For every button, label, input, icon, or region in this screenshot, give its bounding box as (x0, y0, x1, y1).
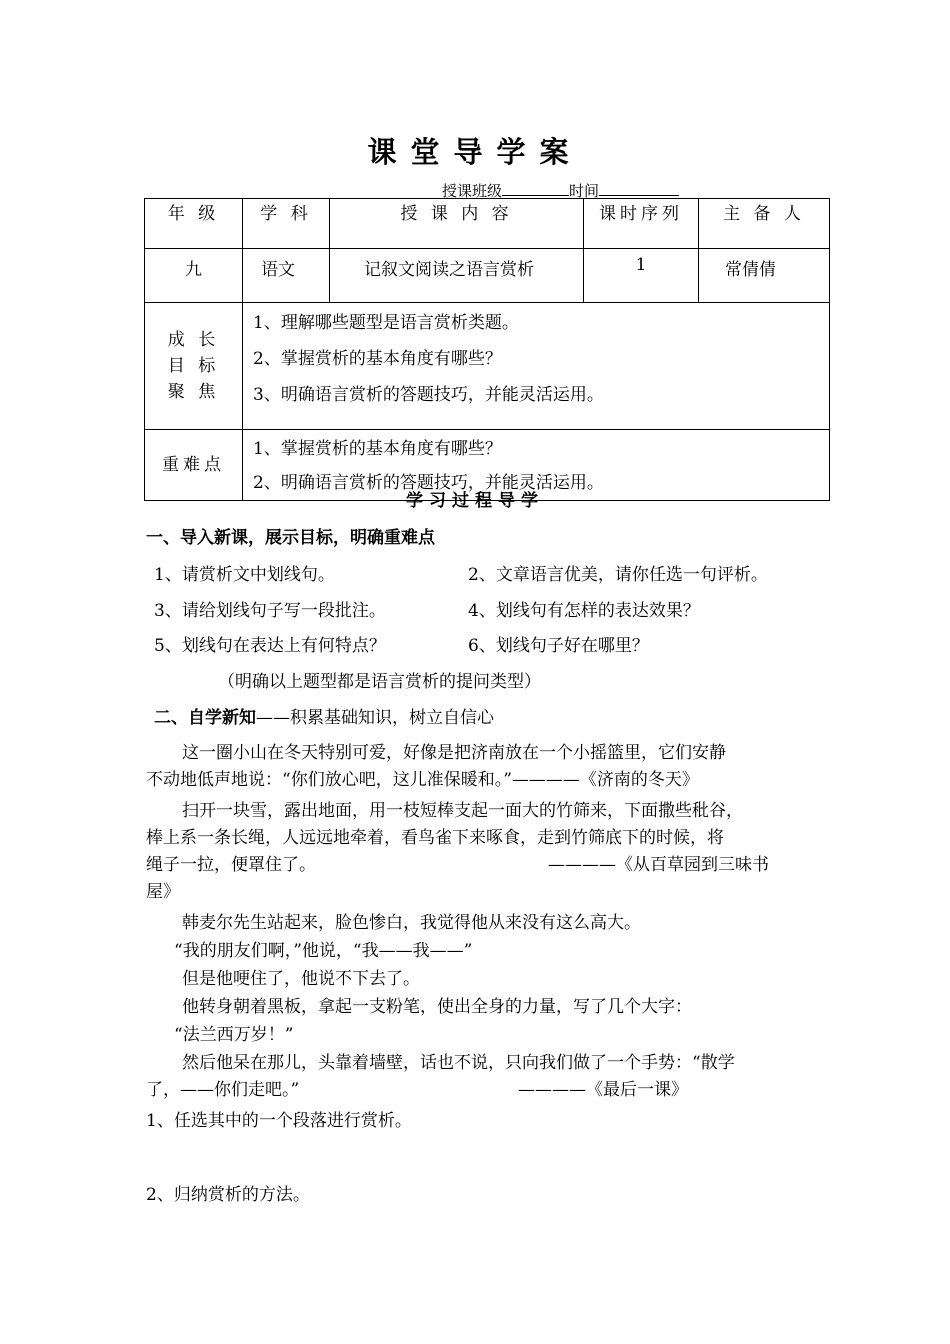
passage-line: 扫开一块雪，露出地面，用一枝短棒支起一面大的竹筛来，下面撒些秕谷， (182, 801, 743, 821)
goals-label (145, 303, 243, 430)
header-grade: 年 级 (145, 199, 243, 249)
question-type-note: （明确以上题型都是语言赏析的提问类型） (218, 672, 541, 692)
section2-heading-sub: ——积累基础知识，树立自信心 (256, 708, 494, 728)
goals-row (145, 303, 830, 430)
passage-line: 棒上系一条长绳，人远远地牵着，看鸟雀下来啄食，走到竹筛底下的时候，将 (146, 828, 724, 848)
value-grade: 九 (145, 249, 243, 303)
passage-line: 韩麦尔先生站起来，脸色惨白，我觉得他从来没有这么高大。 (182, 913, 641, 933)
question-item: 3、请给划线句子写一段批注。 (154, 601, 386, 621)
question-item: 1、请赏析文中划线句。 (154, 565, 335, 585)
time-label: 时间 (569, 182, 600, 200)
header-sequence: 课时序列 (584, 199, 699, 249)
passage-line: 绳子一拉，便罩住了。 (146, 855, 316, 875)
goal-item: 1、理解哪些题型是语言赏析类题。 (253, 313, 519, 333)
passage-line: 但是他哽住了，他说不下去了。 (182, 969, 420, 989)
table-value-row (145, 249, 830, 303)
difficulty-label: 重难点 (145, 430, 243, 501)
lesson-info-table (144, 198, 830, 501)
passage-source: ————《最后一课》 (518, 1080, 688, 1100)
passage-line: “我的朋友们啊，”他说，“我——我——” (174, 941, 473, 961)
goal-item: 2、掌握赏析的基本角度有哪些？ (253, 349, 502, 369)
header-content: 授 课 内 容 (330, 199, 584, 249)
time-blank (599, 181, 679, 196)
task-item: 1、任选其中的一个段落进行赏析。 (146, 1111, 412, 1131)
passage-line: “法兰西万岁！” (174, 1025, 294, 1045)
header-subject: 学 科 (243, 199, 330, 249)
section2-heading-main: 二、自学新知 (154, 708, 256, 728)
value-sequence: 1 (584, 249, 699, 303)
goals-label-line: 成 长 (167, 330, 220, 350)
difficulty-item: 1、掌握赏析的基本角度有哪些？ (253, 439, 502, 459)
section1-heading: 一、导入新课，展示目标，明确重难点 (146, 528, 435, 548)
question-item: 6、划线句子好在哪里？ (468, 636, 649, 656)
passage-line: 不动地低声地说：“你们放心吧，这儿准保暖和。”————《济南的冬天》 (146, 770, 699, 790)
passage-source: 屋》 (146, 882, 180, 902)
value-subject: 语文 (243, 249, 330, 303)
table-header-row (145, 199, 830, 249)
task-item: 2、归纳赏析的方法。 (146, 1185, 310, 1205)
passage-source: ————《从百草园到三味书 (548, 855, 769, 875)
passage-line: 然后他呆在那儿，头靠着墙壁，话也不说，只向我们做了一个手势：“散学 (182, 1053, 735, 1073)
question-item: 2、文章语言优美，请你任选一句评析。 (468, 565, 768, 585)
header-preparer: 主 备 人 (699, 199, 830, 249)
process-title: 学习过程导学 (406, 491, 544, 511)
class-blank (502, 181, 569, 196)
difficulty-item: 2、明确语言赏析的答题技巧，并能灵活运用。 (253, 473, 604, 493)
goals-list (243, 303, 830, 430)
section2-heading (154, 703, 494, 728)
value-preparer: 常倩倩 (699, 249, 830, 303)
goals-label-line: 聚 焦 (167, 382, 220, 402)
passage-line: 了，——你们走吧。” (146, 1080, 300, 1100)
question-item: 5、划线句在表达上有何特点？ (154, 636, 386, 656)
page-title: 课堂导学案 (367, 135, 583, 169)
goals-label-line: 目 标 (167, 356, 220, 376)
passage-line: 他转身朝着黑板，拿起一支粉笔，使出全身的力量，写了几个大字： (182, 997, 692, 1017)
value-content: 记叙文阅读之语言赏析 (330, 249, 584, 303)
question-item: 4、划线句有怎样的表达效果？ (468, 601, 700, 621)
goal-item: 3、明确语言赏析的答题技巧，并能灵活运用。 (253, 385, 604, 405)
class-label: 授课班级 (442, 182, 503, 200)
passage-line: 这一圈小山在冬天特别可爱，好像是把济南放在一个小摇篮里，它们安静 (182, 743, 726, 763)
